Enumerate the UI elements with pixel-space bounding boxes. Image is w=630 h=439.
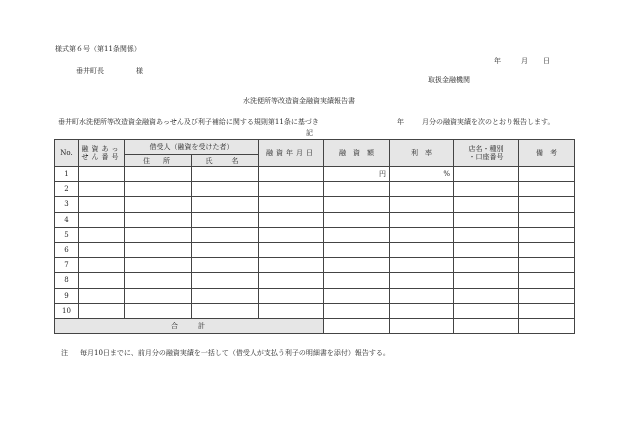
table-row xyxy=(55,242,575,257)
header-loan-date: 融資年月日 xyxy=(259,140,324,167)
cell-remarks[interactable] xyxy=(519,167,575,182)
row-number: 5 xyxy=(55,227,79,242)
cell-branch[interactable] xyxy=(454,197,519,212)
cell-loan-number[interactable] xyxy=(79,288,125,303)
table-row xyxy=(55,288,575,303)
cell-address[interactable] xyxy=(125,303,192,318)
total-branch[interactable] xyxy=(454,318,519,333)
cell-remarks[interactable] xyxy=(519,288,575,303)
cell-name[interactable] xyxy=(192,212,259,227)
header-remarks: 備 考 xyxy=(519,140,575,167)
row-number: 1 xyxy=(55,167,79,182)
date-day-label: 日 xyxy=(543,57,550,65)
header-loan-amount: 融 資 額 xyxy=(324,140,390,167)
cell-branch[interactable] xyxy=(454,242,519,257)
row-number: 8 xyxy=(55,273,79,288)
table-row xyxy=(55,227,575,242)
cell-loan-amount[interactable]: 円 xyxy=(324,167,390,182)
header-branch-line2: ・口座番号 xyxy=(468,153,504,161)
row-number: 10 xyxy=(55,303,79,318)
cell-loan-date[interactable] xyxy=(259,273,324,288)
cell-loan-date[interactable] xyxy=(259,242,324,257)
cell-loan-number[interactable] xyxy=(79,167,125,182)
cell-remarks[interactable] xyxy=(519,212,575,227)
header-interest-rate: 利 率 xyxy=(390,140,454,167)
cell-name[interactable] xyxy=(192,288,259,303)
cell-address[interactable] xyxy=(125,197,192,212)
cell-address[interactable] xyxy=(125,167,192,182)
cell-remarks[interactable] xyxy=(519,242,575,257)
intro-year: 年 xyxy=(397,118,404,126)
cell-name[interactable] xyxy=(192,303,259,318)
cell-loan-date[interactable] xyxy=(259,258,324,273)
intro-text: 垂井町水洗便所等改造資金融資あっせん及び利子補給に関する規則第11条に基づき xyxy=(58,118,319,126)
addressee: 垂井町長 xyxy=(76,67,104,75)
cell-address[interactable] xyxy=(125,227,192,242)
cell-name[interactable] xyxy=(192,258,259,273)
cell-branch[interactable] xyxy=(454,212,519,227)
cell-address[interactable] xyxy=(125,273,192,288)
header-name: 氏 名 xyxy=(192,155,259,167)
cell-name[interactable] xyxy=(192,242,259,257)
cell-loan-amount[interactable] xyxy=(324,242,390,257)
table-row xyxy=(55,167,575,182)
institution-label: 取扱金融機関 xyxy=(428,76,470,84)
cell-interest-rate[interactable] xyxy=(390,273,454,288)
row-number: 2 xyxy=(55,182,79,197)
cell-loan-number[interactable] xyxy=(79,212,125,227)
cell-loan-number[interactable] xyxy=(79,182,125,197)
header-branch xyxy=(454,140,519,167)
cell-name[interactable] xyxy=(192,167,259,182)
intro-tail: 月分の融資実績を次のとおり報告します。 xyxy=(422,118,555,126)
cell-loan-amount[interactable] xyxy=(324,182,390,197)
total-interest-rate[interactable] xyxy=(390,318,454,333)
row-number: 9 xyxy=(55,288,79,303)
addressee-suffix: 様 xyxy=(136,67,143,75)
cell-loan-number[interactable] xyxy=(79,303,125,318)
table-row xyxy=(55,273,575,288)
cell-branch[interactable] xyxy=(454,258,519,273)
header-loan-number-line2: せん番号 xyxy=(81,153,122,161)
cell-branch[interactable] xyxy=(454,273,519,288)
document-title: 水洗便所等改造資金融資実績報告書 xyxy=(243,97,355,105)
cell-name[interactable] xyxy=(192,182,259,197)
cell-interest-rate[interactable] xyxy=(390,288,454,303)
cell-interest-rate[interactable] xyxy=(390,182,454,197)
cell-interest-rate[interactable] xyxy=(390,227,454,242)
cell-address[interactable] xyxy=(125,182,192,197)
cell-interest-rate[interactable] xyxy=(390,212,454,227)
cell-loan-amount[interactable] xyxy=(324,227,390,242)
header-no: No. xyxy=(55,140,79,167)
cell-branch[interactable] xyxy=(454,303,519,318)
header-address: 住 所 xyxy=(125,155,192,167)
cell-loan-amount[interactable] xyxy=(324,288,390,303)
total-row xyxy=(55,318,575,333)
cell-remarks[interactable] xyxy=(519,273,575,288)
header-loan-number-line1: 融資あっ xyxy=(81,145,122,153)
table-row xyxy=(55,182,575,197)
cell-interest-rate[interactable] xyxy=(390,303,454,318)
cell-loan-number[interactable] xyxy=(79,273,125,288)
cell-loan-number[interactable] xyxy=(79,258,125,273)
note-text: 毎月10日までに、前月分の融資実績を一括して（借受人が支払う利子の明細書を添付）報告する。 xyxy=(80,349,390,357)
loan-report-table xyxy=(54,139,575,334)
total-label: 合 計 xyxy=(55,318,324,333)
cell-address[interactable] xyxy=(125,288,192,303)
cell-loan-date[interactable] xyxy=(259,197,324,212)
cell-branch[interactable] xyxy=(454,182,519,197)
cell-branch[interactable] xyxy=(454,167,519,182)
cell-loan-date[interactable] xyxy=(259,212,324,227)
cell-remarks[interactable] xyxy=(519,197,575,212)
cell-interest-rate[interactable] xyxy=(390,258,454,273)
row-number: 3 xyxy=(55,197,79,212)
total-loan-amount[interactable] xyxy=(324,318,390,333)
form-number: 様式第６号（第11条関係） xyxy=(55,45,141,53)
cell-loan-amount[interactable] xyxy=(324,273,390,288)
cell-loan-date[interactable] xyxy=(259,303,324,318)
cell-name[interactable] xyxy=(192,227,259,242)
cell-remarks[interactable] xyxy=(519,258,575,273)
cell-interest-rate[interactable] xyxy=(390,197,454,212)
table-row xyxy=(55,258,575,273)
table-row xyxy=(55,212,575,227)
header-borrower: 借受人（融資を受けた者） xyxy=(125,140,259,155)
cell-loan-number[interactable] xyxy=(79,242,125,257)
cell-branch[interactable] xyxy=(454,288,519,303)
cell-interest-rate[interactable]: % xyxy=(390,167,454,182)
cell-name[interactable] xyxy=(192,273,259,288)
table-row xyxy=(55,303,575,318)
cell-loan-amount[interactable] xyxy=(324,303,390,318)
cell-name[interactable] xyxy=(192,197,259,212)
cell-remarks[interactable] xyxy=(519,227,575,242)
date-month-label: 月 xyxy=(521,57,528,65)
cell-address[interactable] xyxy=(125,212,192,227)
cell-branch[interactable] xyxy=(454,227,519,242)
cell-loan-date[interactable] xyxy=(259,288,324,303)
cell-remarks[interactable] xyxy=(519,303,575,318)
ki-label: 記 xyxy=(306,129,313,137)
cell-loan-number[interactable] xyxy=(79,197,125,212)
note-label: 注 xyxy=(61,349,68,357)
cell-loan-date[interactable] xyxy=(259,227,324,242)
cell-remarks[interactable] xyxy=(519,182,575,197)
row-number: 7 xyxy=(55,258,79,273)
row-number: 4 xyxy=(55,212,79,227)
row-number: 6 xyxy=(55,242,79,257)
header-loan-number xyxy=(79,140,125,167)
total-remarks[interactable] xyxy=(519,318,575,333)
cell-interest-rate[interactable] xyxy=(390,242,454,257)
cell-loan-amount[interactable] xyxy=(324,212,390,227)
cell-address[interactable] xyxy=(125,242,192,257)
cell-loan-amount[interactable] xyxy=(324,197,390,212)
date-year-label: 年 xyxy=(494,57,501,65)
cell-loan-number[interactable] xyxy=(79,227,125,242)
cell-loan-date[interactable] xyxy=(259,167,324,182)
cell-loan-amount[interactable] xyxy=(324,258,390,273)
header-branch-line1: 店名・種別 xyxy=(468,145,504,153)
cell-loan-date[interactable] xyxy=(259,182,324,197)
cell-address[interactable] xyxy=(125,258,192,273)
table-row xyxy=(55,197,575,212)
